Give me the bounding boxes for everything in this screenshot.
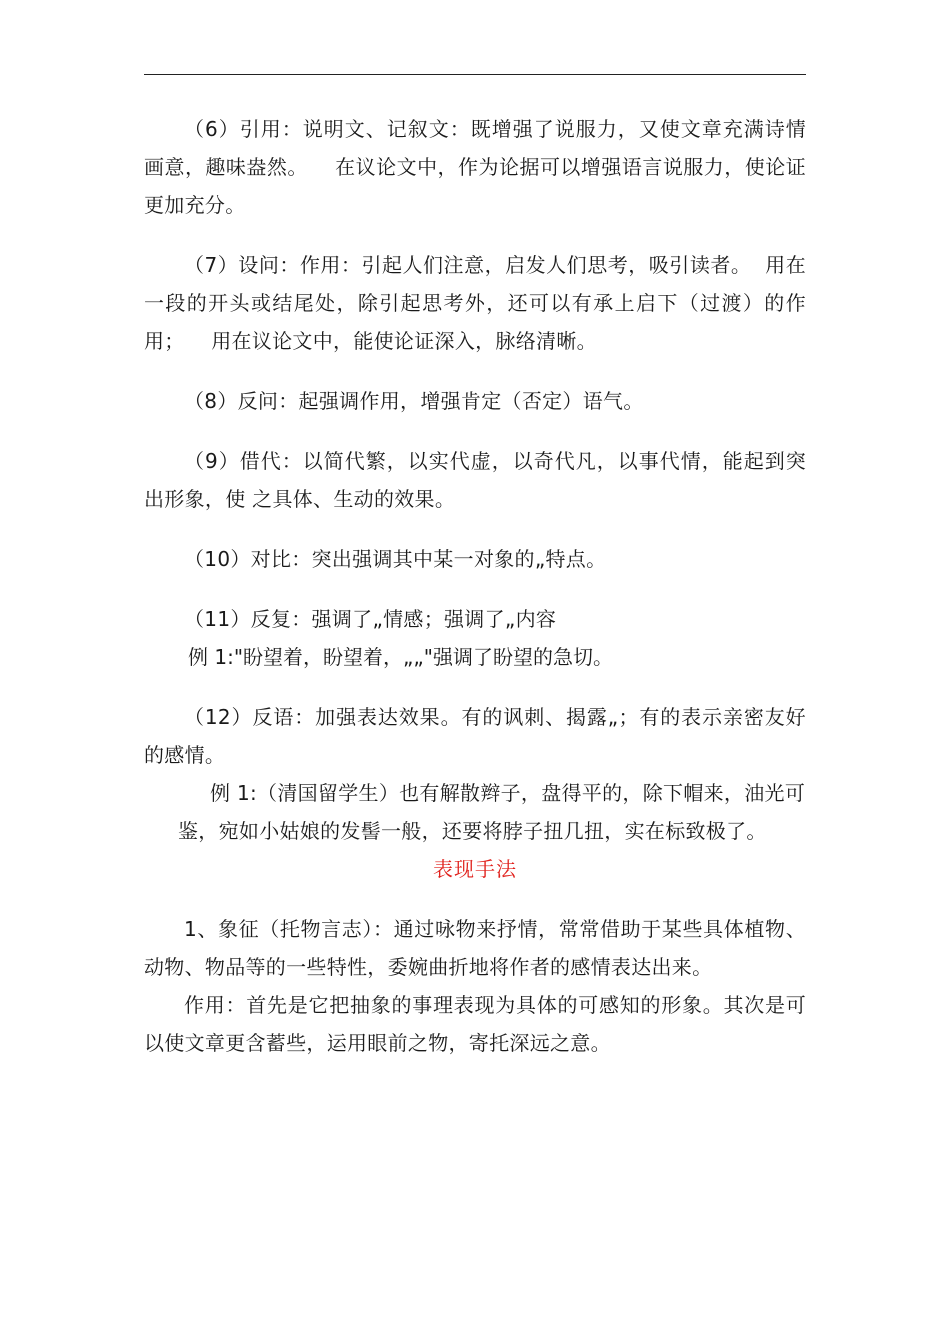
header-rule [144,74,806,75]
example-irony: 例 1:（清国留学生）也有解散辫子，盘得平的，除下帽来，油光可 鉴，宛如小姑娘的发髻一般，还要将脖子扭几扭，实在标致极了。 [178,781,812,843]
document-body [144,110,812,1062]
section-title: 表现手法 [433,857,517,881]
example-repetition: 例 1:"盼望着，盼望着，„„"强调了盼望的急切。 [188,645,613,669]
paragraph-metonymy: （9）借代：以简代繁，以实代虚，以奇代凡，以事代情，能起到突出形象，使 之具体、生动的效果。 [144,449,806,511]
paragraph-irony: （12）反语：加强表达效果。有的讽刺、揭露„；有的表示亲密友好的感情。 [144,705,806,767]
paragraph-symbolism-effect: 作用：首先是它把抽象的事理表现为具体的可感知的形象。其次是可以使文章更含蓄些，运用眼前之物，寄托深远之意。 [144,993,806,1055]
paragraph-symbolism: 1、象征（托物言志）：通过咏物来抒情，常常借助于某些具体植物、动物、物品等的一些特性，委婉曲折地将作者的感情表达出来。 [144,917,806,979]
paragraph-rhetorical-interrogation: （8）反问：起强调作用，增强肯定（否定）语气。 [184,389,644,413]
paragraph-repetition: （11）反复：强调了„情感；强调了„内容 [184,607,557,631]
paragraph-quotation: （6）引用：说明文、记叙文：既增强了说服力，又使文章充满诗情画意，趣味盎然。 在议论文中，作为论据可以增强语言说服力，使论证更加充分。 [144,117,806,217]
paragraph-rhetorical-question: （7）设问：作用：引起人们注意，启发人们思考，吸引读者。 用在一段的开头或结尾处，除引起思考外，还可以有承上启下（过渡）的作用； 用在议论文中，能使论证深入，脉络清晰。 [144,253,806,353]
paragraph-contrast: （10）对比：突出强调其中某一对象的„特点。 [184,547,607,571]
